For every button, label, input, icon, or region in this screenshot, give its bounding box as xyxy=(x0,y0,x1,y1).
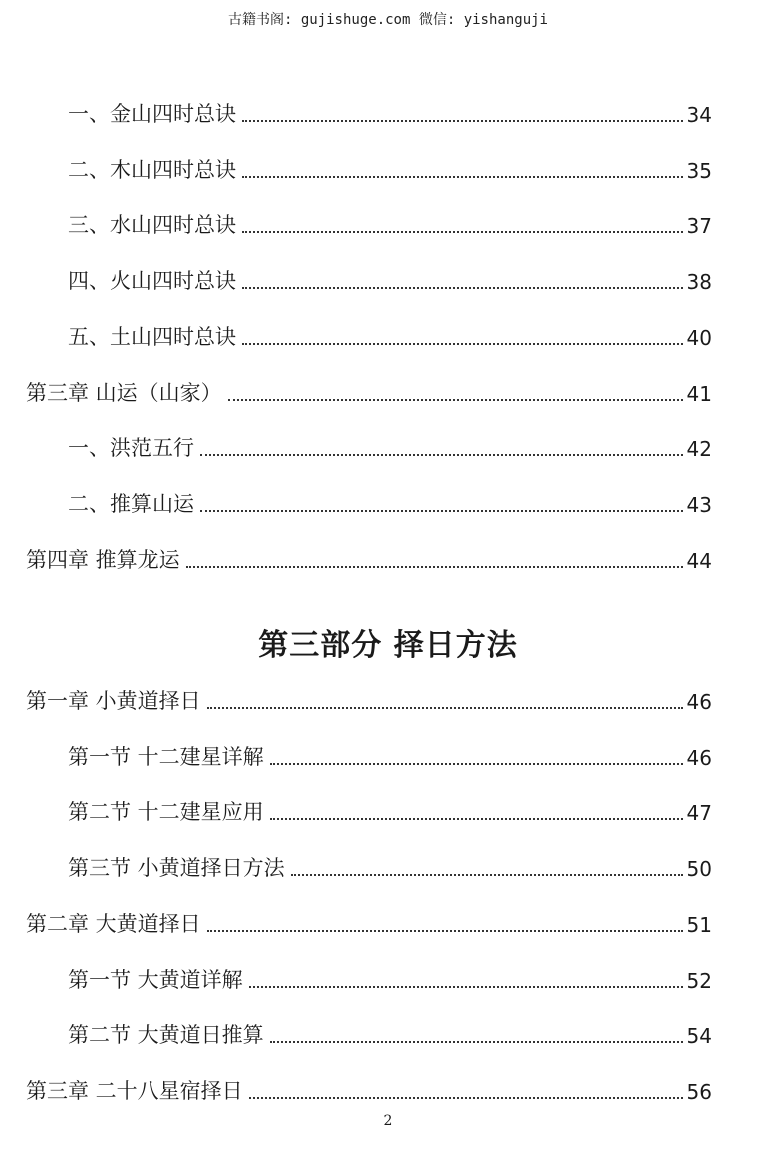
toc-dot-leader xyxy=(207,930,683,932)
toc-entry-label: 二、推算山运 xyxy=(68,491,194,516)
toc-dot-leader xyxy=(270,818,683,820)
toc-dot-leader xyxy=(270,763,683,765)
toc-entry-page: 50 xyxy=(686,857,712,882)
toc-dot-leader xyxy=(228,399,683,401)
toc-entry-label: 四、火山四时总诀 xyxy=(68,269,236,294)
toc-dot-leader xyxy=(186,566,683,568)
toc-entry-page: 41 xyxy=(686,381,712,406)
toc-dot-leader xyxy=(270,1041,683,1043)
toc-entry-label: 五、土山四时总诀 xyxy=(68,324,236,349)
toc-entry-page: 42 xyxy=(686,437,712,462)
toc-entry xyxy=(68,486,712,520)
toc-dot-leader xyxy=(200,510,683,512)
toc-entry xyxy=(68,319,712,353)
toc-entry-label: 第四章 推算龙运 xyxy=(26,547,180,572)
toc-entry-label: 第三章 二十八星宿择日 xyxy=(26,1078,243,1103)
toc-entry-page: 46 xyxy=(686,745,712,770)
toc-entry-page: 43 xyxy=(686,492,712,517)
toc-dot-leader xyxy=(291,874,683,876)
toc-entry-label: 一、洪范五行 xyxy=(68,436,194,461)
toc-dot-leader xyxy=(242,176,683,178)
toc-dot-leader xyxy=(242,343,683,345)
toc-entry xyxy=(68,850,712,884)
toc-entry-page: 52 xyxy=(686,968,712,993)
toc-dot-leader xyxy=(249,1097,683,1099)
toc-entry xyxy=(68,430,712,464)
toc-dot-leader xyxy=(207,707,683,709)
toc-entry xyxy=(26,906,712,940)
toc-entry-page: 40 xyxy=(686,325,712,350)
toc-entry-label: 第二节 大黄道日推算 xyxy=(68,1023,264,1048)
toc-dot-leader xyxy=(249,986,683,988)
toc-entry-page: 34 xyxy=(686,103,712,127)
toc-entry-label: 第一节 大黄道详解 xyxy=(68,967,243,992)
toc-entry-page: 38 xyxy=(686,270,712,295)
toc-entry-label: 第二节 十二建星应用 xyxy=(68,800,264,825)
toc-entry-page: 37 xyxy=(686,214,712,239)
toc-entry-label: 第一节 十二建星详解 xyxy=(68,744,264,769)
toc-entry-label: 第三节 小黄道择日方法 xyxy=(68,856,285,881)
toc-entry-page: 44 xyxy=(686,548,712,573)
toc-entry xyxy=(68,96,712,130)
toc-entry xyxy=(68,794,712,828)
toc-entry xyxy=(68,207,712,241)
toc-dot-leader xyxy=(242,231,683,233)
toc-entry-page: 54 xyxy=(686,1024,712,1049)
toc-entry xyxy=(68,962,712,996)
toc-entry xyxy=(26,1073,712,1107)
toc-entry-page: 46 xyxy=(686,690,712,714)
toc-entry-label: 三、水山四时总诀 xyxy=(68,213,236,238)
toc-dot-leader xyxy=(242,120,683,122)
toc-entry-label: 第三章 山运（山家） xyxy=(26,380,222,405)
page-number: 2 xyxy=(383,1113,393,1129)
toc-dot-leader xyxy=(242,287,683,289)
toc-entry-page: 47 xyxy=(686,801,712,826)
toc-entry xyxy=(68,1017,712,1051)
toc-entry xyxy=(26,375,712,409)
toc-entry-label: 一、金山四时总诀 xyxy=(68,102,236,126)
toc-entry-label: 二、木山四时总诀 xyxy=(68,157,236,182)
toc-entry xyxy=(26,542,712,576)
toc-entry-page: 35 xyxy=(686,158,712,183)
part-title: 第三部分 择日方法 xyxy=(258,628,518,663)
toc-entry-page: 51 xyxy=(686,912,712,937)
watermark-header: 古籍书阁: gujishuge.com 微信: yishanguji xyxy=(227,12,548,28)
toc-entry xyxy=(68,152,712,186)
toc-entry xyxy=(68,739,712,773)
toc-dot-leader xyxy=(200,454,683,456)
toc-entry-label: 第二章 大黄道择日 xyxy=(26,911,201,936)
toc-entry xyxy=(26,683,712,717)
toc-entry-label: 第一章 小黄道择日 xyxy=(26,689,201,713)
toc-entry xyxy=(68,263,712,297)
toc-entry-page: 56 xyxy=(686,1079,712,1104)
